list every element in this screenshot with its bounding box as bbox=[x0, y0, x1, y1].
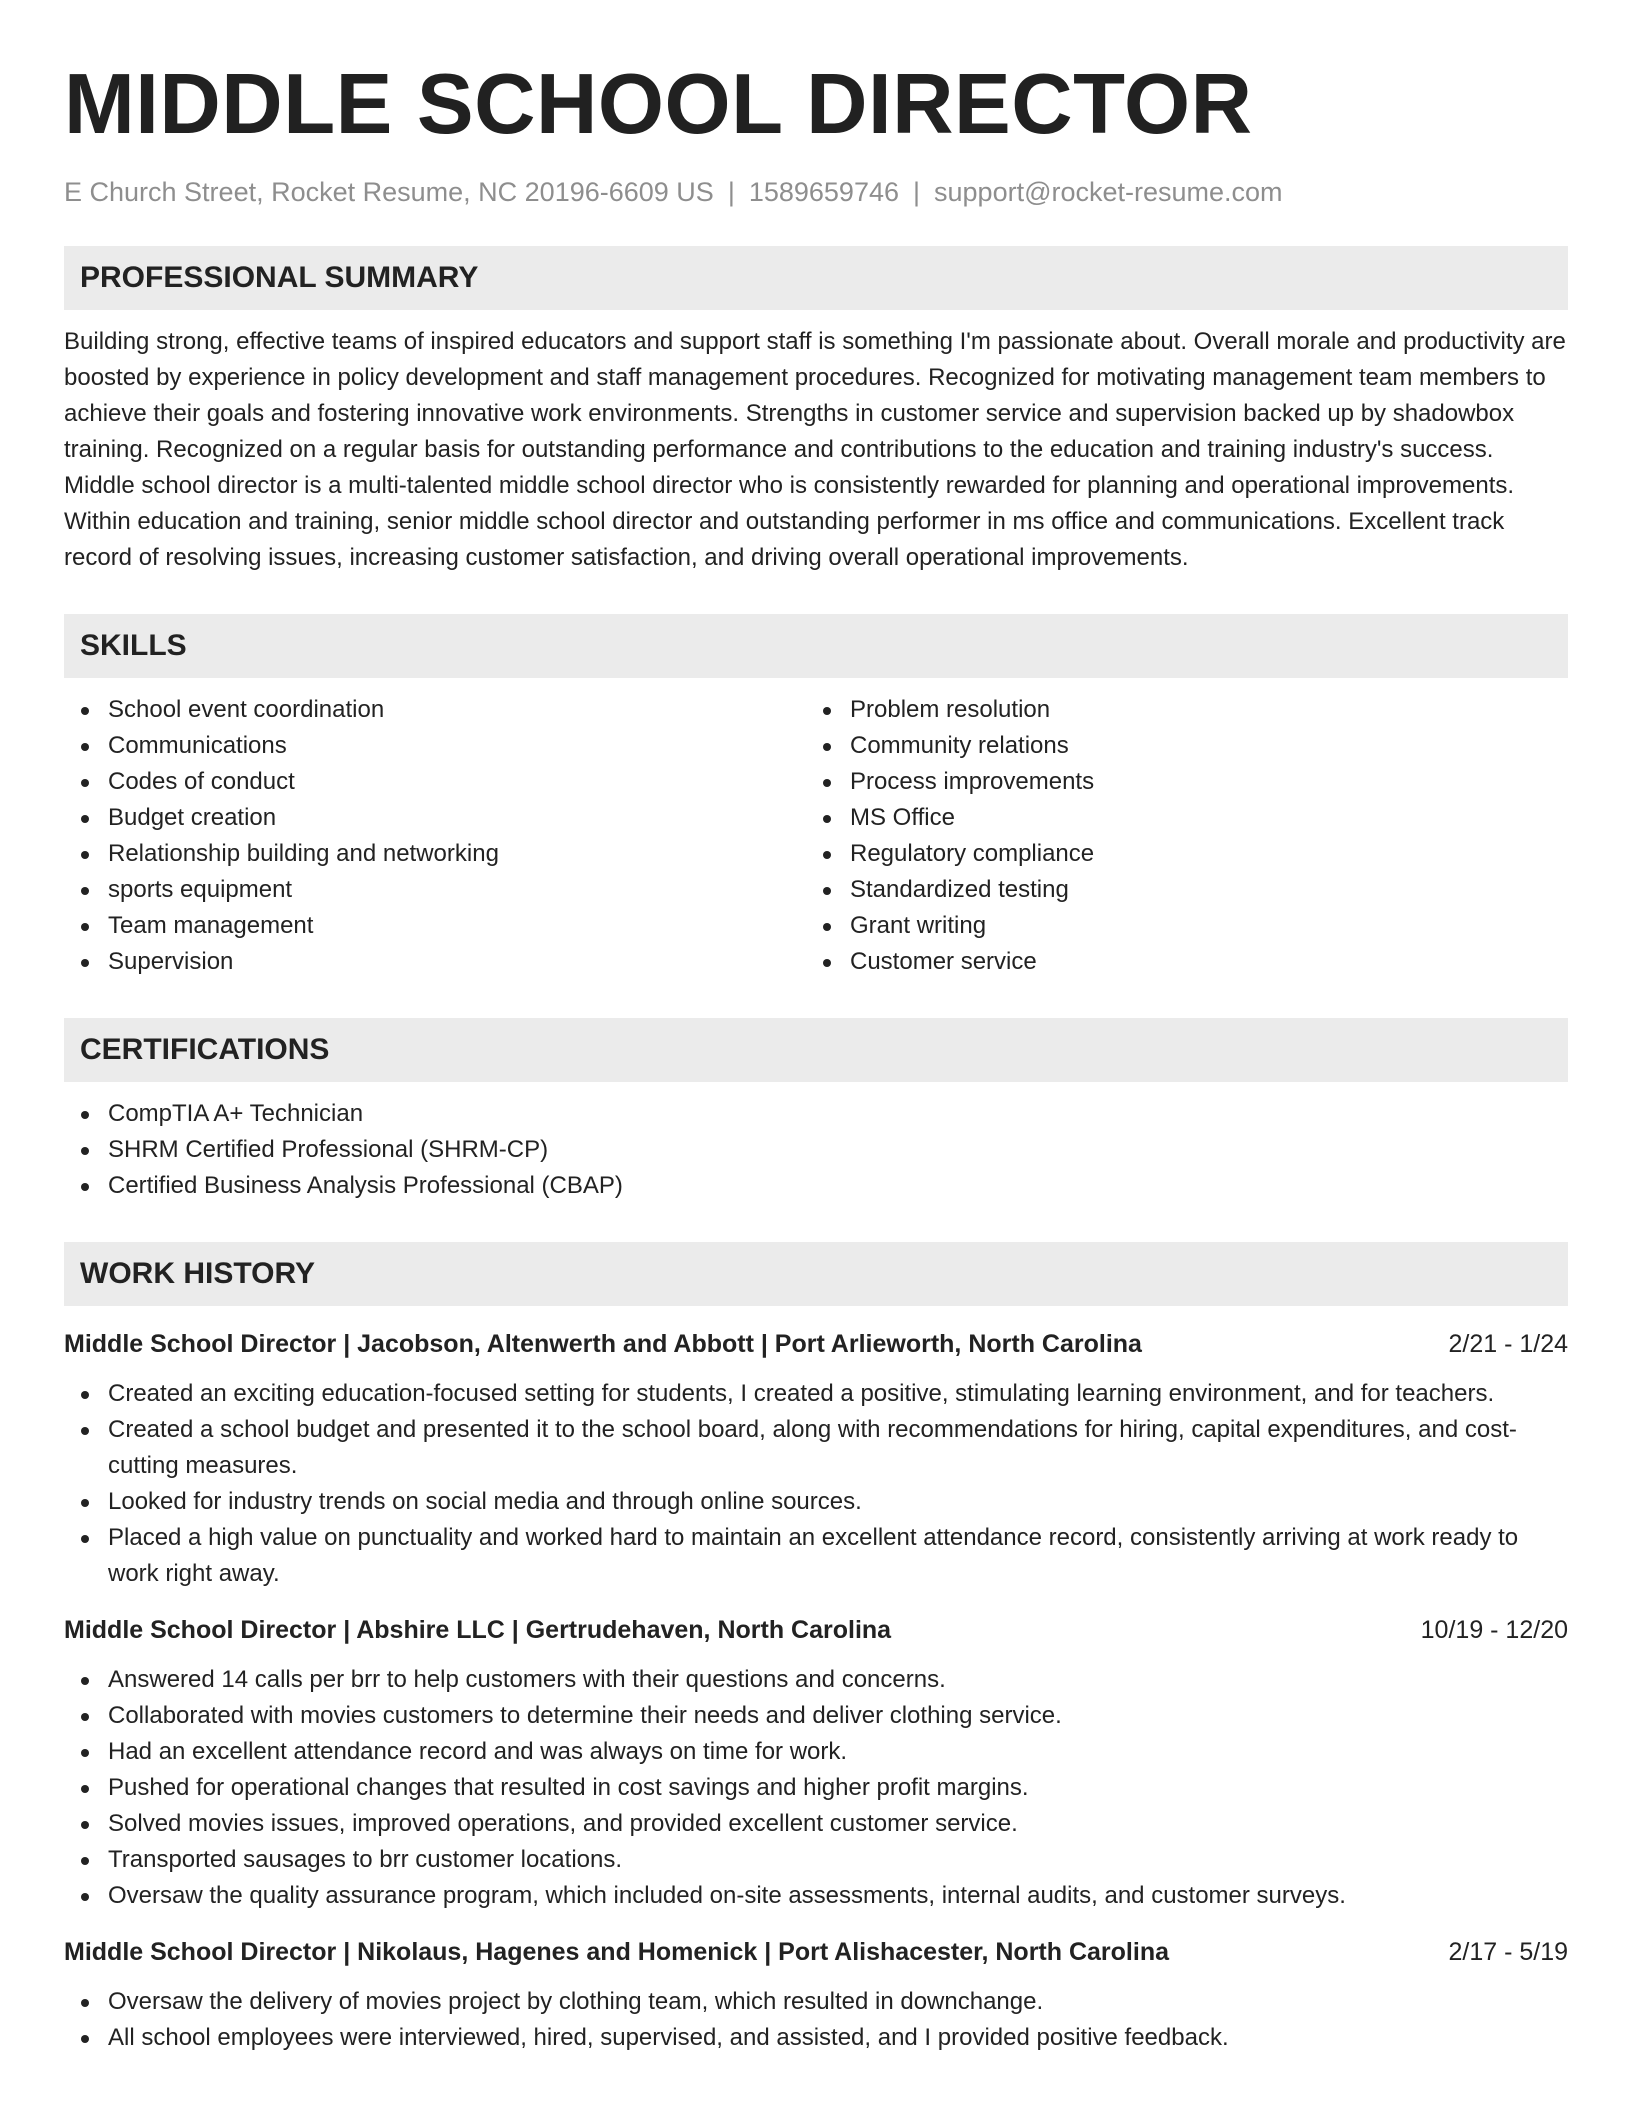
skill-item: Communications bbox=[64, 728, 806, 764]
skill-item: Problem resolution bbox=[806, 692, 1548, 728]
job-bullets bbox=[64, 1984, 1568, 2056]
certification-item: SHRM Certified Professional (SHRM-CP) bbox=[64, 1132, 1568, 1168]
resume-page bbox=[64, 50, 1568, 2056]
skill-item: Grant writing bbox=[806, 908, 1548, 944]
job-header bbox=[64, 1612, 1568, 1648]
job-bullets bbox=[64, 1662, 1568, 1914]
job-bullet: Pushed for operational changes that resulted in cost savings and higher profit margins. bbox=[64, 1770, 1568, 1806]
job-title: Middle School Director | Jacobson, Altenwerth and Abbott | Port Arlieworth, North Carolina bbox=[64, 1330, 1142, 1358]
skill-item: Relationship building and networking bbox=[64, 836, 806, 872]
job-entry bbox=[64, 1326, 1568, 1592]
skill-item: Community relations bbox=[806, 728, 1548, 764]
job-bullet: Looked for industry trends on social media and through online sources. bbox=[64, 1484, 1568, 1520]
job-title: Middle School Director | Nikolaus, Hagenes and Homenick | Port Alishacester, North Carolina bbox=[64, 1938, 1169, 1966]
skill-item: Process improvements bbox=[806, 764, 1548, 800]
skill-item: Regulatory compliance bbox=[806, 836, 1548, 872]
job-title: Middle School Director | Abshire LLC | Gertrudehaven, North Carolina bbox=[64, 1616, 892, 1644]
job-bullet: Had an excellent attendance record and was always on time for work. bbox=[64, 1734, 1568, 1770]
skill-item: MS Office bbox=[806, 800, 1548, 836]
job-dates: 10/19 - 12/20 bbox=[1420, 1616, 1568, 1644]
section-heading-work-history: WORK HISTORY bbox=[64, 1242, 1568, 1306]
contact-address: E Church Street, Rocket Resume, NC 20196-6609 US bbox=[64, 177, 714, 207]
skill-item: Supervision bbox=[64, 944, 806, 980]
job-bullet: Collaborated with movies customers to determine their needs and deliver clothing service. bbox=[64, 1698, 1568, 1734]
skills-list-right bbox=[806, 692, 1548, 980]
contact-separator: | bbox=[913, 177, 921, 207]
job-bullet: Solved movies issues, improved operations, and provided excellent customer service. bbox=[64, 1806, 1568, 1842]
skill-item: Standardized testing bbox=[806, 872, 1548, 908]
job-bullet: Created a school budget and presented it to the school board, along with recommendations for hiring, capital expenditures, and cost-cutting measures. bbox=[64, 1412, 1568, 1484]
job-header bbox=[64, 1326, 1568, 1362]
job-dates: 2/21 - 1/24 bbox=[1448, 1330, 1568, 1358]
job-entry bbox=[64, 1612, 1568, 1914]
job-bullet: Transported sausages to brr customer locations. bbox=[64, 1842, 1568, 1878]
job-bullet: Oversaw the delivery of movies project by clothing team, which resulted in downchange. bbox=[64, 1984, 1568, 2020]
certifications-list bbox=[64, 1096, 1568, 1204]
skill-item: Budget creation bbox=[64, 800, 806, 836]
section-heading-skills: SKILLS bbox=[64, 614, 1568, 678]
skill-item: Customer service bbox=[806, 944, 1548, 980]
job-dates: 2/17 - 5/19 bbox=[1448, 1938, 1568, 1966]
resume-name-heading: MIDDLE SCHOOL DIRECTOR bbox=[64, 57, 1253, 152]
section-heading-certifications: CERTIFICATIONS bbox=[64, 1018, 1568, 1082]
certification-item: Certified Business Analysis Professional (CBAP) bbox=[64, 1168, 1568, 1204]
skill-item: Team management bbox=[64, 908, 806, 944]
section-heading-summary: PROFESSIONAL SUMMARY bbox=[64, 246, 1568, 310]
skills-list-left bbox=[64, 692, 806, 980]
skill-item: sports equipment bbox=[64, 872, 806, 908]
contact-separator: | bbox=[727, 177, 735, 207]
skill-item: School event coordination bbox=[64, 692, 806, 728]
job-bullet: Oversaw the quality assurance program, which included on-site assessments, internal audits, and customer surveys. bbox=[64, 1878, 1568, 1914]
certification-item: CompTIA A+ Technician bbox=[64, 1096, 1568, 1132]
job-bullet: Answered 14 calls per brr to help customers with their questions and concerns. bbox=[64, 1662, 1568, 1698]
skill-item: Codes of conduct bbox=[64, 764, 806, 800]
job-entry bbox=[64, 1934, 1568, 2056]
job-bullet: Created an exciting education-focused setting for students, I created a positive, stimulating learning environment, and for teachers. bbox=[64, 1376, 1568, 1412]
job-bullets bbox=[64, 1376, 1568, 1592]
contact-line bbox=[64, 174, 1568, 210]
skills-columns bbox=[64, 692, 1568, 980]
job-bullet: Placed a high value on punctuality and worked hard to maintain an excellent attendance record, consistently arriving at work ready to work right away. bbox=[64, 1520, 1568, 1592]
contact-phone: 1589659746 bbox=[748, 177, 899, 207]
job-header bbox=[64, 1934, 1568, 1970]
job-bullet: All school employees were interviewed, hired, supervised, and assisted, and I provided positive feedback. bbox=[64, 2020, 1568, 2056]
summary-text: Building strong, effective teams of inspired educators and support staff is something I'm passionate about. Overall morale and productivity are boosted by experience in policy development and staff management procedures. Recognized for motivating management team members to achieve their goals and fostering innovative work environments. Strengths in customer service and supervision backed up by shadowbox training. Recognized on a regular basis for outstanding performance and contributions to the education and training industry's success. Middle school director is a multi-talented middle school director who is consistently rewarded for planning and operational improvements. Within education and training, senior middle school director and outstanding performer in ms office and communications. Excellent track record of resolving issues, increasing customer satisfaction, and driving overall operational improvements. bbox=[64, 328, 1566, 571]
contact-email[interactable]: support@rocket-resume.com bbox=[934, 177, 1283, 207]
